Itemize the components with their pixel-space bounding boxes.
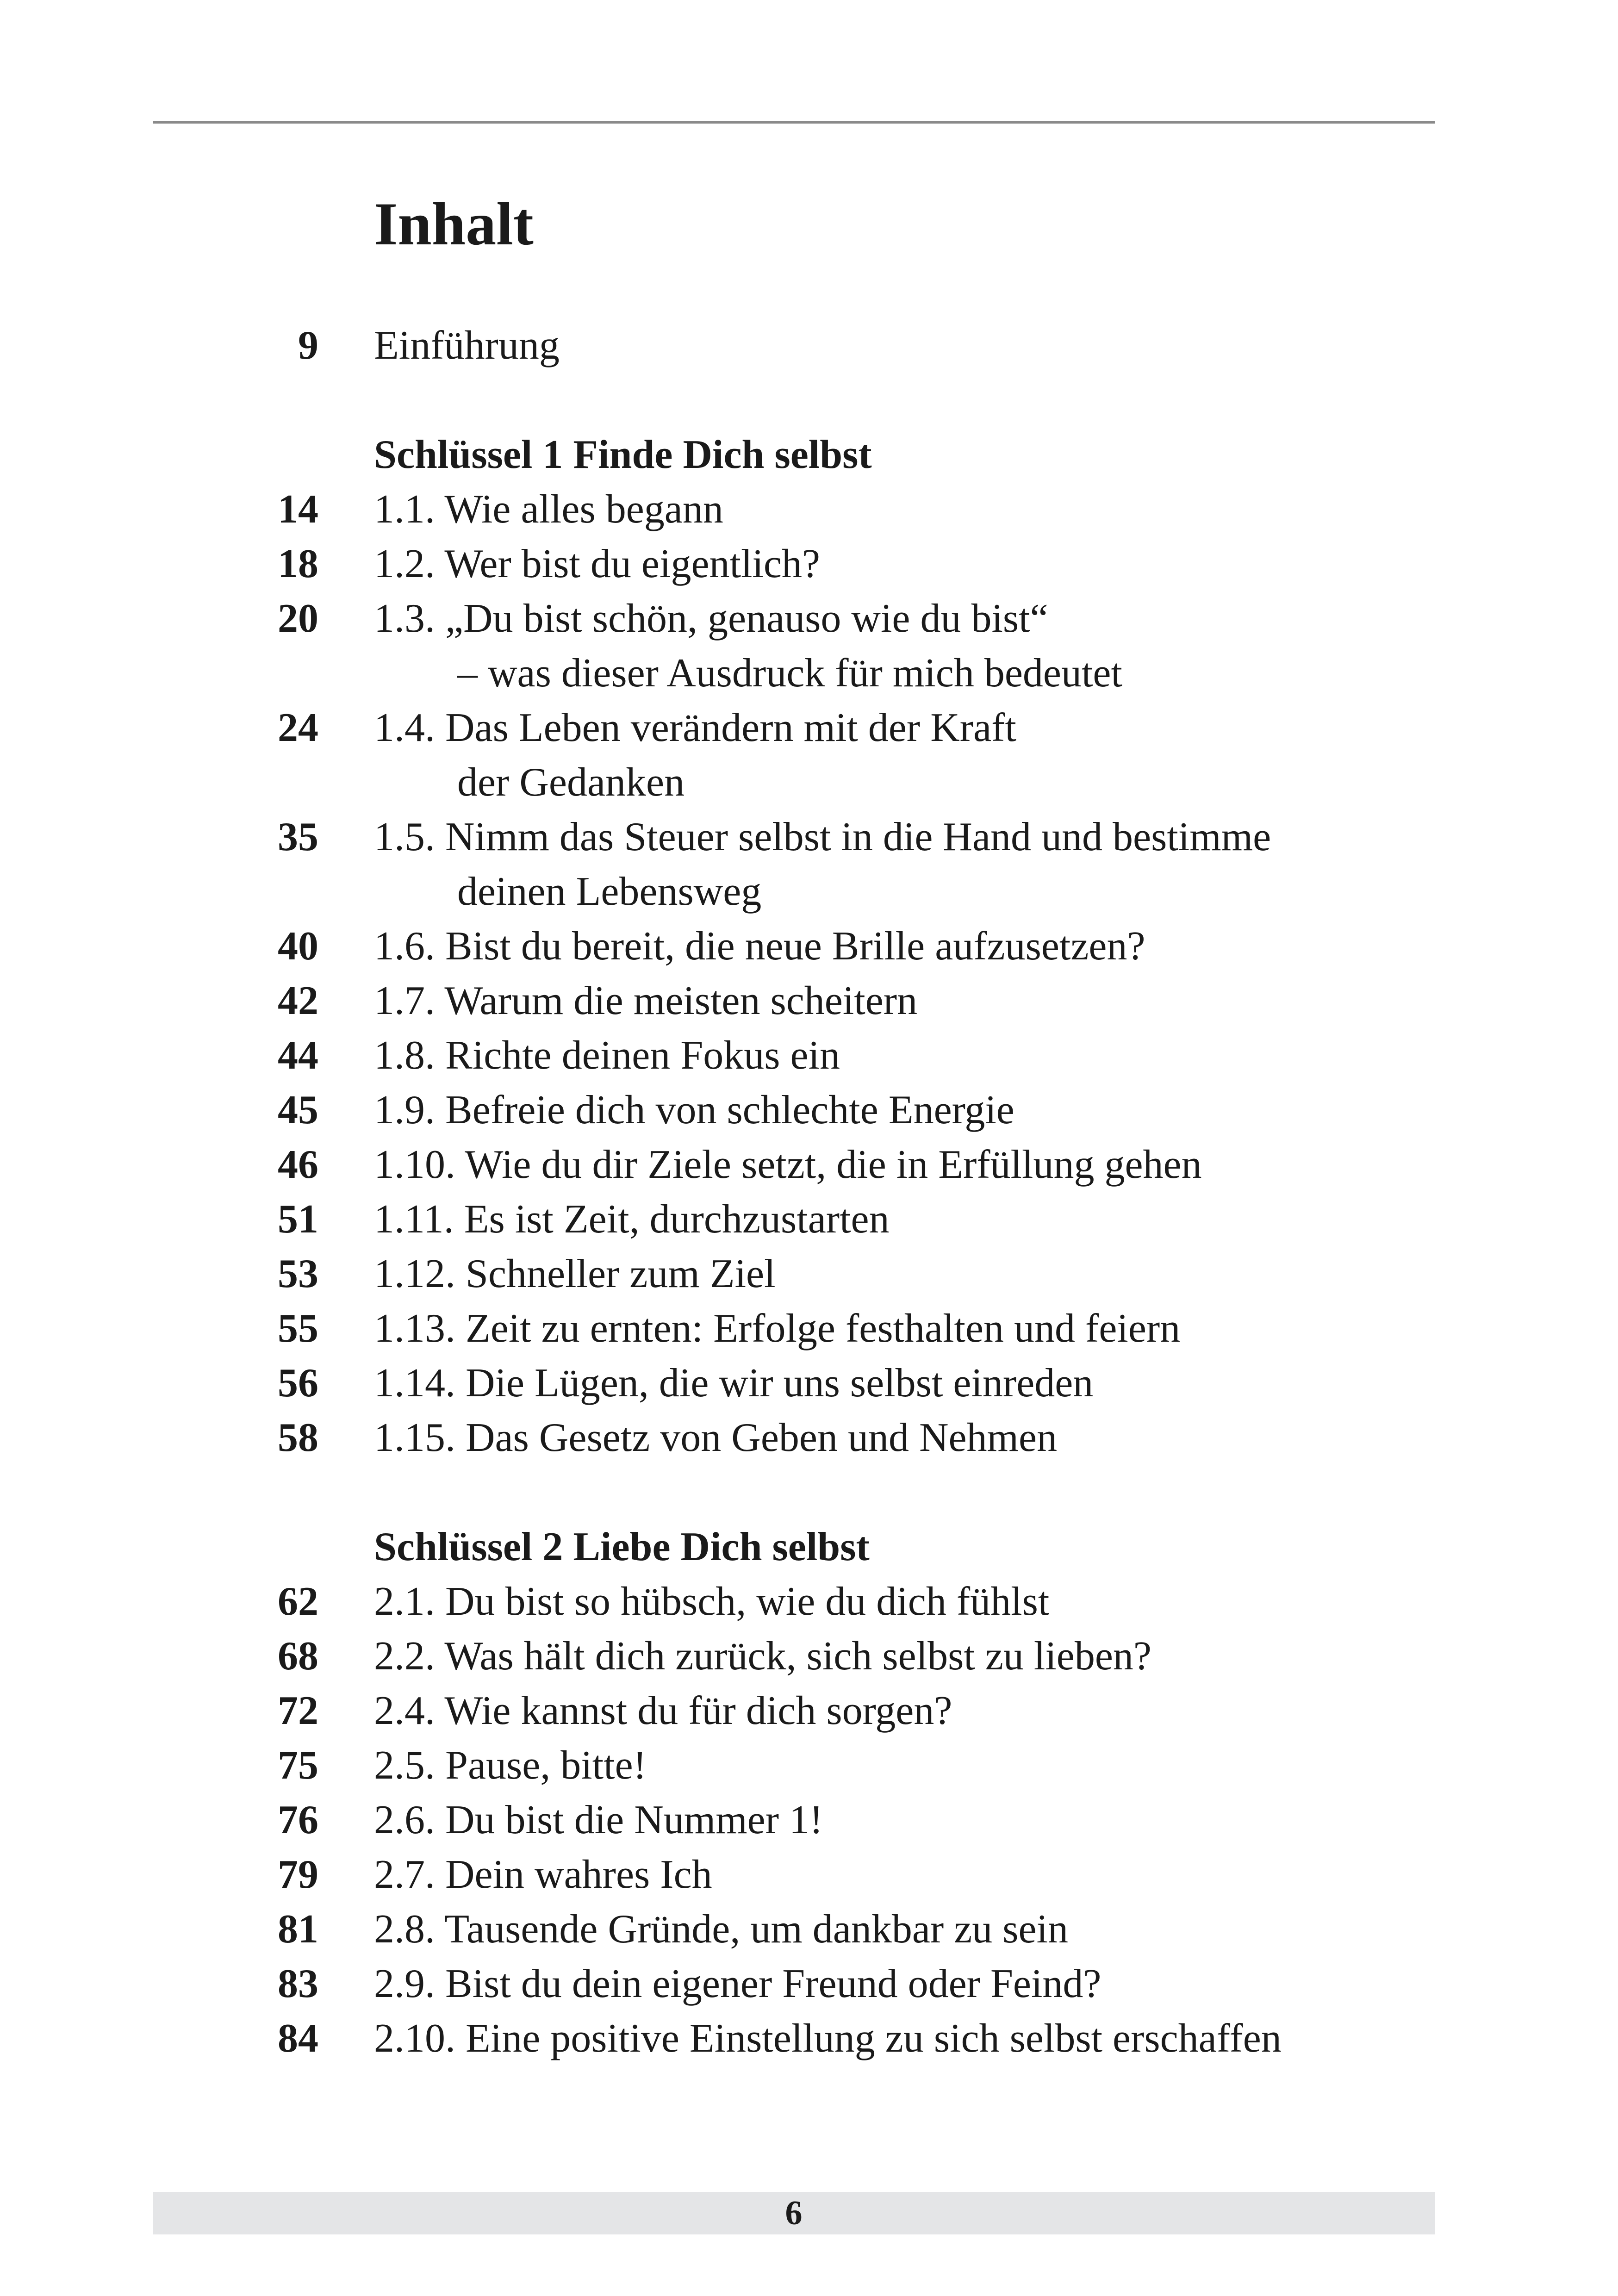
toc-entry-title: Einführung <box>374 323 560 368</box>
footer-bar <box>153 2192 1435 2234</box>
toc-page-number: 9 <box>298 323 318 368</box>
toc-entry <box>0 1411 1618 1465</box>
toc-entry-title: 1.10. Wie du dir Ziele setzt, die in Erfüllung gehen <box>374 1142 1202 1187</box>
toc-page-number: 76 <box>278 1798 318 1842</box>
toc-entry-title: deinen Lebensweg <box>457 869 762 914</box>
toc-entry-title: 2.1. Du bist so hübsch, wie du dich fühlst <box>374 1579 1050 1624</box>
page-title: Inhalt <box>374 190 534 258</box>
toc-page-number: 45 <box>278 1088 318 1132</box>
toc-entry-title: 2.7. Dein wahres Ich <box>374 1852 712 1897</box>
toc-entry-title: 1.8. Richte deinen Fokus ein <box>374 1033 840 1078</box>
toc-entry <box>0 701 1618 755</box>
toc-page-number: 24 <box>278 705 318 750</box>
toc-entry-title: 1.12. Schneller zum Ziel <box>374 1251 776 1296</box>
toc-entry <box>0 482 1618 537</box>
section-heading <box>0 1520 1618 1574</box>
toc-page-number: 55 <box>278 1306 318 1351</box>
toc-entry-title: 1.14. Die Lügen, die wir uns selbst einreden <box>374 1361 1094 1406</box>
toc-page-number: 62 <box>278 1579 318 1624</box>
toc-entry <box>0 1793 1618 1848</box>
toc-entry-intro <box>0 318 1618 373</box>
section-heading-text: Schlüssel 2 Liebe Dich selbst <box>374 1524 870 1569</box>
toc-entry <box>0 1192 1618 1247</box>
toc-page-number: 53 <box>278 1251 318 1296</box>
toc-entry-title: 2.6. Du bist die Nummer 1! <box>374 1798 823 1842</box>
toc-entry <box>0 1028 1618 1083</box>
toc-entry-title: 1.3. „Du bist schön, genauso wie du bist“ <box>374 596 1048 641</box>
toc-entry-title: der Gedanken <box>457 760 685 805</box>
toc-page-number: 79 <box>278 1852 318 1897</box>
toc-entry-title: 1.6. Bist du bereit, die neue Brille aufzusetzen? <box>374 924 1145 969</box>
toc-entry <box>0 1957 1618 2011</box>
toc-page-number: 18 <box>278 541 318 586</box>
toc-entry <box>0 1083 1618 1138</box>
toc-entry-title: 2.10. Eine positive Einstellung zu sich selbst erschaffen <box>374 2016 1282 2061</box>
toc-page-number: 84 <box>278 2016 318 2061</box>
section-heading <box>0 428 1618 482</box>
toc-page-number: 14 <box>278 487 318 532</box>
toc-page-number: 20 <box>278 596 318 641</box>
toc-entry-continuation <box>0 865 1618 919</box>
toc-entry-title: 1.5. Nimm das Steuer selbst in die Hand und bestimme <box>374 815 1271 859</box>
toc-page-number: 51 <box>278 1197 318 1242</box>
toc-page-number: 40 <box>278 924 318 969</box>
toc-entry <box>0 1738 1618 1793</box>
top-divider <box>153 121 1435 124</box>
toc-page-number: 83 <box>278 1961 318 2006</box>
toc-entry-title: 2.4. Wie kannst du für dich sorgen? <box>374 1688 952 1733</box>
toc-entry <box>0 1902 1618 1957</box>
toc-entry-title: 2.2. Was hält dich zurück, sich selbst zu lieben? <box>374 1634 1151 1679</box>
toc-entry <box>0 919 1618 974</box>
toc-page-number: 35 <box>278 815 318 859</box>
toc-entry <box>0 974 1618 1028</box>
toc-entry-title: 2.9. Bist du dein eigener Freund oder Feind? <box>374 1961 1101 2006</box>
toc-entry <box>0 1574 1618 1629</box>
toc-entry <box>0 1356 1618 1411</box>
toc-page-number: 46 <box>278 1142 318 1187</box>
toc-entry <box>0 1684 1618 1738</box>
toc-page-number: 75 <box>278 1743 318 1788</box>
toc-entry <box>0 1629 1618 1684</box>
page-number: 6 <box>785 2194 803 2232</box>
toc-entry-title: 1.9. Befreie dich von schlechte Energie <box>374 1088 1014 1132</box>
toc-entry <box>0 1848 1618 1902</box>
toc-page-number: 58 <box>278 1415 318 1460</box>
toc-page-number: 68 <box>278 1634 318 1679</box>
toc-page-number: 44 <box>278 1033 318 1078</box>
toc-entry-title: 1.1. Wie alles begann <box>374 487 723 532</box>
toc-entry <box>0 537 1618 591</box>
toc-page-number: 72 <box>278 1688 318 1733</box>
toc-entry-title: 1.15. Das Gesetz von Geben und Nehmen <box>374 1415 1058 1460</box>
section-heading-text: Schlüssel 1 Finde Dich selbst <box>374 432 872 477</box>
toc-entry-title: 1.4. Das Leben verändern mit der Kraft <box>374 705 1016 750</box>
toc-entry <box>0 1301 1618 1356</box>
toc-entry <box>0 2011 1618 2066</box>
toc-entry-continuation <box>0 755 1618 810</box>
toc-entry-continuation <box>0 646 1618 701</box>
toc-entry-title: 1.13. Zeit zu ernten: Erfolge festhalten und feiern <box>374 1306 1181 1351</box>
toc-entry-title: 1.11. Es ist Zeit, durchzustarten <box>374 1197 890 1242</box>
toc-entry-title: 2.5. Pause, bitte! <box>374 1743 647 1788</box>
toc-page-number: 56 <box>278 1361 318 1406</box>
toc-entry <box>0 810 1618 865</box>
toc-entry-title: 2.8. Tausende Gründe, um dankbar zu sein <box>374 1907 1069 1952</box>
toc-entry <box>0 591 1618 646</box>
toc-entry <box>0 1247 1618 1301</box>
toc-page-number: 42 <box>278 978 318 1023</box>
toc-entry-title: 1.7. Warum die meisten scheitern <box>374 978 918 1023</box>
toc-entry <box>0 1138 1618 1192</box>
toc-page-number: 81 <box>278 1907 318 1952</box>
toc-entry-title: – was dieser Ausdruck für mich bedeutet <box>457 651 1122 696</box>
toc-entry-title: 1.2. Wer bist du eigentlich? <box>374 541 820 586</box>
